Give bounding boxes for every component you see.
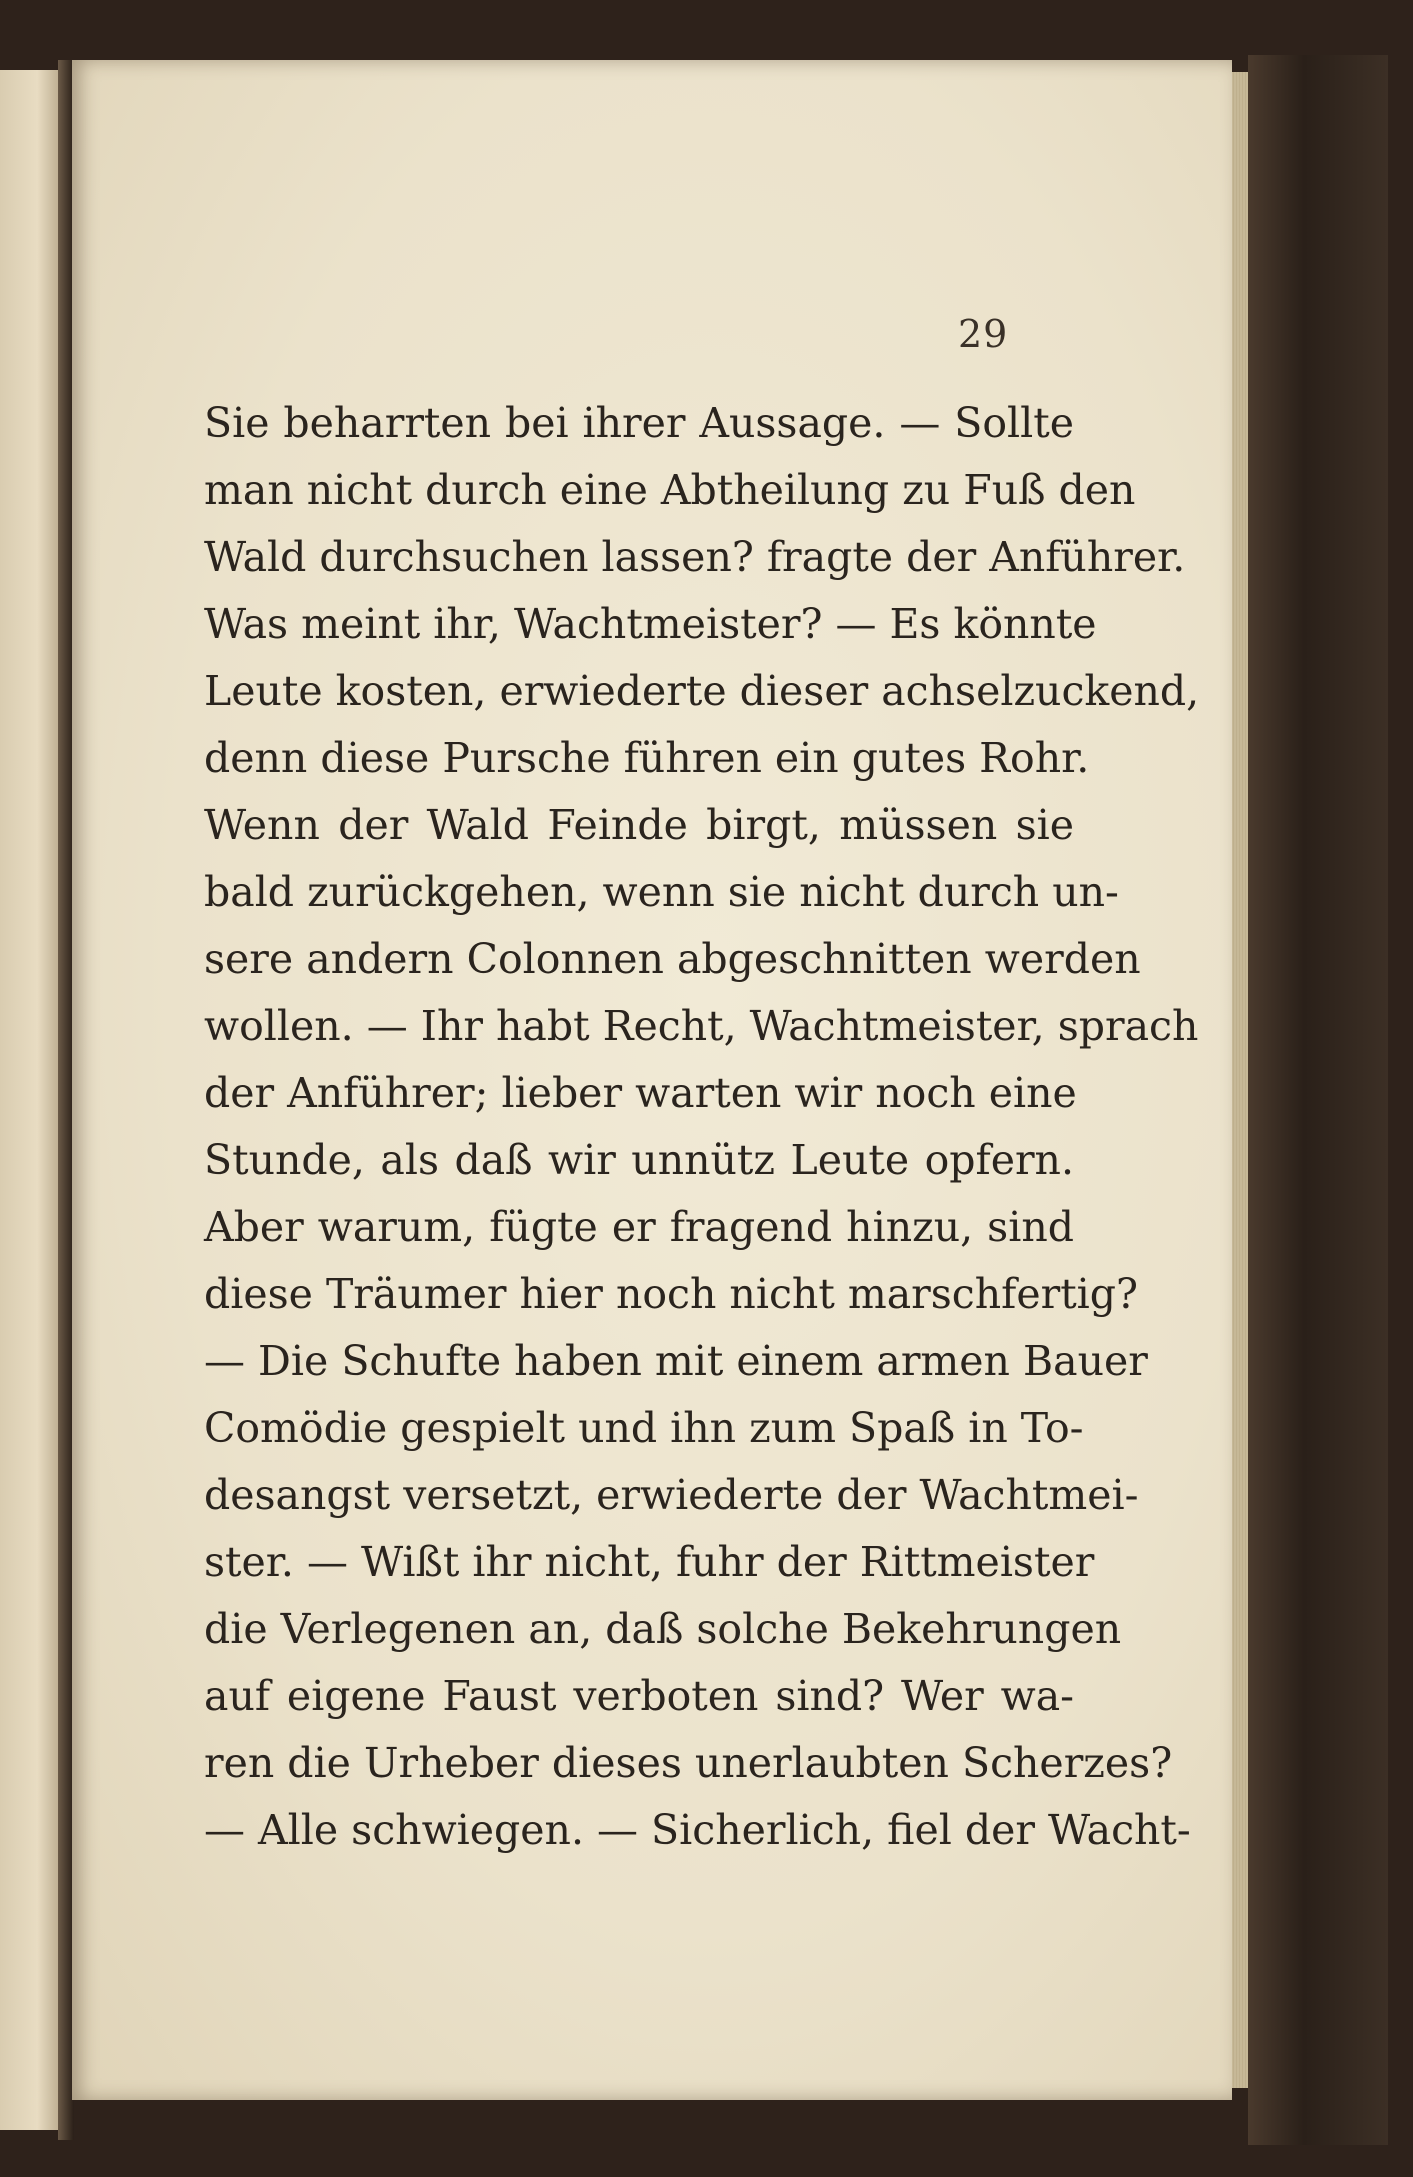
text-line-8: bald zurückgehen, wenn sie nicht durch un- — [204, 868, 1119, 916]
text-line-12: Stunde, als daß wir unnütz Leute opfern. — [204, 1136, 1074, 1184]
text-line-7: Wenn der Wald Feinde birgt, müssen sie — [204, 801, 1074, 849]
text-line-3: Wald durchsuchen lassen? fragte der Anführer. — [204, 533, 1186, 581]
page-stack-edge — [1232, 72, 1248, 2088]
text-line-20: auf eigene Faust verboten sind? Wer wa- — [204, 1672, 1074, 1720]
text-line-6: denn diese Pursche führen ein gutes Rohr. — [204, 734, 1090, 782]
text-line-22: — Alle schwiegen. — Sicherlich, fiel der Wacht- — [204, 1806, 1191, 1854]
text-line-2: man nicht durch eine Abtheilung zu Fuß den — [204, 466, 1136, 514]
text-line-18: ster. — Wißt ihr nicht, fuhr der Rittmeister — [204, 1538, 1095, 1586]
text-line-21: ren die Urheber dieses unerlaubten Scherzes? — [204, 1739, 1173, 1787]
text-line-9: sere andern Colonnen abgeschnitten werden — [204, 935, 1141, 983]
text-line-16: Comödie gespielt und ihn zum Spaß in To- — [204, 1404, 1084, 1452]
text-line-19: die Verlegenen an, daß solche Bekehrungen — [204, 1605, 1122, 1653]
text-line-5: Leute kosten, erwiederte dieser achselzuckend, — [204, 667, 1200, 715]
text-line-1: Sie beharrten bei ihrer Aussage. — Sollte — [204, 399, 1074, 447]
text-line-17: desangst versetzt, erwiederte der Wachtmei- — [204, 1471, 1139, 1519]
page-number: 29 — [958, 312, 1009, 356]
text-line-13: Aber warum, fügte er fragend hinzu, sind — [204, 1203, 1074, 1251]
text-line-15: — Die Schufte haben mit einem armen Bauer — [204, 1337, 1148, 1385]
body-text — [204, 390, 1200, 1864]
text-line-4: Was meint ihr, Wachtmeister? — Es könnte — [204, 600, 1097, 648]
text-line-14: diese Träumer hier noch nicht marschfertig? — [204, 1270, 1139, 1318]
left-page-edge — [0, 70, 62, 2130]
text-line-10: wollen. — Ihr habt Recht, Wachtmeister, sprach — [204, 1002, 1199, 1050]
text-line-11: der Anführer; lieber warten wir noch eine — [204, 1069, 1077, 1117]
book-cover-edge — [1248, 55, 1388, 2145]
